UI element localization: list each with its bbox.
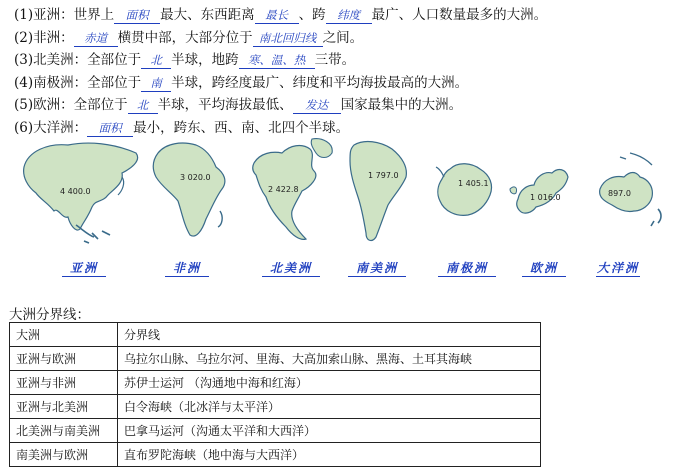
blank-answer: 发达 [293, 97, 341, 114]
blank-answer: 面积 [114, 7, 160, 24]
africa-map [150, 139, 230, 244]
line-text: (1)亚洲：世界上 [14, 7, 115, 23]
table-cell: 亚洲与北美洲 [10, 395, 118, 419]
europe-map [506, 159, 572, 219]
line-text: 最大、东西距离 [160, 7, 255, 23]
line-text: (3)北美洲：全部位于 [14, 52, 142, 68]
line-text: 三带。 [314, 52, 356, 68]
area-value: 3 020.0 [180, 173, 211, 182]
table-row [10, 419, 541, 443]
continent-maps [0, 133, 687, 283]
line-text: 最广、人口数量最多的大洲。 [371, 7, 548, 23]
table-cell: 亚洲与欧洲 [10, 347, 118, 371]
area-value: 1 797.0 [368, 171, 399, 180]
line-asia [14, 4, 684, 27]
line-text: (2)非洲： [14, 29, 74, 46]
area-value: 1 016.0 [530, 193, 561, 202]
table-cell: 白令海峡（北冰洋与太平洋） [118, 395, 541, 419]
blank-answer: 赤道 [74, 30, 118, 47]
oceania-map [590, 149, 670, 231]
line-text: 横贯中部，大部分位于 [117, 29, 253, 46]
line-text: (4)南极洲：全部位于 [14, 74, 142, 91]
table-row [10, 371, 541, 395]
line-africa [14, 27, 684, 50]
area-value: 1 405.1 [458, 179, 489, 188]
line-europe [14, 94, 684, 117]
area-value: 2 422.8 [268, 185, 299, 194]
line-text: 半球，平均海拔最低、 [157, 97, 293, 113]
continent-label: 大洋洲 [596, 261, 639, 275]
line-text: 半球，跨经度最广、纬度和平均海拔最高的大洲。 [171, 74, 469, 91]
table-cell: 北美洲与南美洲 [10, 419, 118, 443]
antarctica-map [434, 159, 496, 221]
line-text: 之间。 [322, 29, 364, 46]
north-america-map [250, 137, 340, 247]
summary-text [14, 4, 684, 139]
table-cell: 乌拉尔山脉、乌拉尔河、里海、大高加索山脉、黑海、土耳其海峡 [118, 347, 541, 371]
line-text: 最小，跨东、西、南、北四个半球。 [133, 119, 350, 136]
table-row [10, 395, 541, 419]
blank-answer: 北 [128, 97, 158, 114]
line-text: 国家最集中的大洲。 [340, 97, 463, 113]
continent-label: 非洲 [165, 261, 209, 277]
table-cell: 苏伊士运河 （沟通地中海和红海） [118, 371, 541, 395]
continent-label: 北美洲 [262, 261, 320, 277]
table-cell: 巴拿马运河（沟通太平洋和大西洋） [118, 419, 541, 443]
blank-answer: 寒、温、热 [239, 52, 315, 69]
table-header-row [10, 323, 541, 347]
line-text: (6)大洋洲： [14, 119, 88, 136]
header-cell: 大洲 [10, 323, 118, 347]
blank-answer: 南北回归线 [253, 30, 323, 47]
line-text: 半球，地跨 [171, 52, 239, 68]
table-cell: 直布罗陀海峡（地中海与大西洋） [118, 443, 541, 467]
continent-label: 南极洲 [438, 261, 496, 277]
table-cell: 亚洲与非洲 [10, 371, 118, 395]
blank-answer: 南 [141, 75, 171, 92]
table-title: 大洲分界线： [9, 307, 90, 323]
boundary-table [9, 322, 541, 467]
line-text: (5)欧洲：全部位于 [14, 97, 128, 113]
asia-map [18, 137, 143, 247]
header-cell: 分界线 [118, 323, 541, 347]
blank-answer: 北 [141, 52, 171, 69]
continent-label: 欧洲 [522, 261, 566, 277]
line-antarctica [14, 72, 684, 95]
area-value: 4 400.0 [60, 187, 91, 196]
blank-answer: 面积 [87, 120, 133, 137]
table-row [10, 443, 541, 467]
area-value: 897.0 [608, 189, 631, 198]
line-north-america [14, 49, 684, 72]
south-america-map [346, 137, 411, 247]
line-text: 、跨 [298, 7, 326, 23]
continent-label: 南美洲 [348, 261, 406, 277]
blank-answer: 最长 [255, 7, 299, 24]
blank-answer: 纬度 [326, 7, 372, 24]
table-cell: 南美洲与欧洲 [10, 443, 118, 467]
table-row [10, 347, 541, 371]
continent-label: 亚洲 [62, 261, 106, 277]
